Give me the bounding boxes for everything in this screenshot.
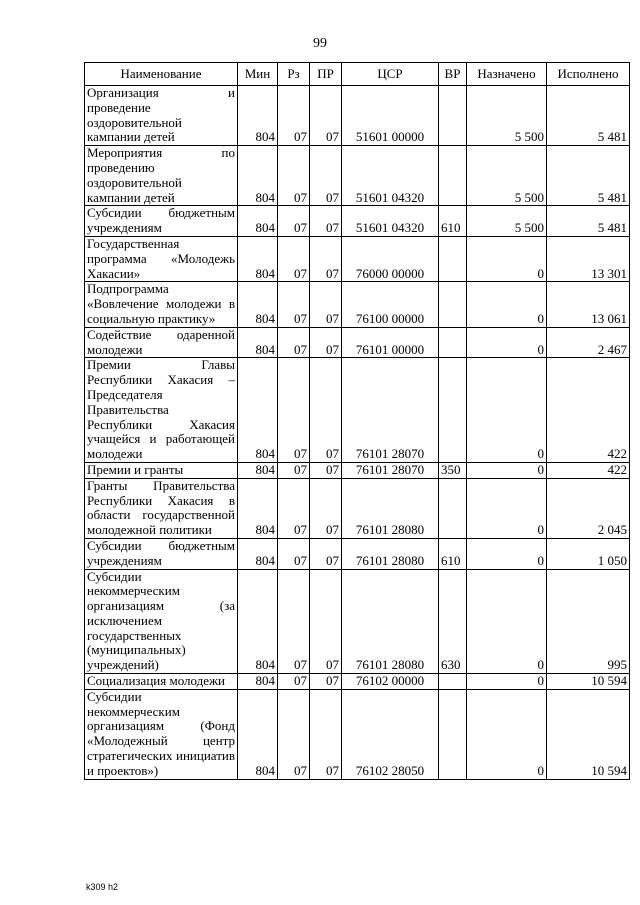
cell-pr: 07 — [310, 538, 342, 569]
cell-name: Гранты Правительства Республики Хакасия в области государственной молодежной политики — [85, 478, 238, 538]
cell-min: 804 — [238, 569, 278, 674]
cell-executed: 422 — [547, 358, 630, 463]
cell-csr: 76100 00000 — [342, 282, 439, 327]
cell-min: 804 — [238, 86, 278, 146]
cell-executed: 10 594 — [547, 674, 630, 690]
cell-name: Организация и проведение оздоровительной кампании детей — [85, 86, 238, 146]
cell-rz: 07 — [278, 462, 310, 478]
cell-vr — [439, 358, 467, 463]
cell-assigned: 5 500 — [467, 206, 547, 237]
table-row — [85, 674, 630, 690]
cell-csr: 76101 28080 — [342, 478, 439, 538]
cell-assigned: 0 — [467, 689, 547, 779]
cell-executed: 2 045 — [547, 478, 630, 538]
table-row — [85, 206, 630, 237]
cell-min: 804 — [238, 358, 278, 463]
cell-assigned: 0 — [467, 538, 547, 569]
cell-vr — [439, 146, 467, 206]
cell-assigned: 0 — [467, 236, 547, 281]
cell-pr: 07 — [310, 146, 342, 206]
cell-min: 804 — [238, 674, 278, 690]
table-row — [85, 478, 630, 538]
cell-min: 804 — [238, 478, 278, 538]
cell-csr: 51601 04320 — [342, 146, 439, 206]
cell-vr — [439, 282, 467, 327]
cell-name: Мероприятия по проведению оздоровительной кампании детей — [85, 146, 238, 206]
cell-executed: 5 481 — [547, 146, 630, 206]
table-row — [85, 327, 630, 358]
cell-min: 804 — [238, 236, 278, 281]
cell-name: Субсидии бюджетным учреждениям — [85, 206, 238, 237]
cell-vr — [439, 86, 467, 146]
cell-name: Субсидии некоммерческим организациям (за исключением государственных (муниципальных) учреждений) — [85, 569, 238, 674]
cell-vr — [439, 327, 467, 358]
header-vr: ВР — [439, 63, 467, 86]
cell-assigned: 5 500 — [467, 86, 547, 146]
cell-rz: 07 — [278, 358, 310, 463]
cell-pr: 07 — [310, 689, 342, 779]
cell-assigned: 0 — [467, 569, 547, 674]
header-name: Наименование — [85, 63, 238, 86]
cell-pr: 07 — [310, 674, 342, 690]
cell-vr: 610 — [439, 538, 467, 569]
table-row — [85, 358, 630, 463]
cell-executed: 422 — [547, 462, 630, 478]
cell-pr: 07 — [310, 86, 342, 146]
cell-assigned: 5 500 — [467, 146, 547, 206]
table-body — [85, 86, 630, 780]
cell-executed: 1 050 — [547, 538, 630, 569]
cell-csr: 76102 28050 — [342, 689, 439, 779]
cell-csr: 76101 28080 — [342, 569, 439, 674]
cell-name: Подпрограмма «Вовлечение молодежи в социальную практику» — [85, 282, 238, 327]
header-min: Мин — [238, 63, 278, 86]
cell-pr: 07 — [310, 206, 342, 237]
cell-rz: 07 — [278, 569, 310, 674]
cell-min: 804 — [238, 146, 278, 206]
cell-rz: 07 — [278, 689, 310, 779]
cell-rz: 07 — [278, 206, 310, 237]
cell-name: Субсидии некоммерческим организациям (Фонд «Молодежный центр стратегических инициатив и проектов») — [85, 689, 238, 779]
cell-pr: 07 — [310, 462, 342, 478]
cell-vr: 350 — [439, 462, 467, 478]
cell-rz: 07 — [278, 478, 310, 538]
cell-csr: 76101 28070 — [342, 358, 439, 463]
cell-min: 804 — [238, 538, 278, 569]
table-row — [85, 569, 630, 674]
cell-csr: 51601 04320 — [342, 206, 439, 237]
footer-code: k309 h2 — [86, 882, 119, 892]
cell-pr: 07 — [310, 236, 342, 281]
budget-table — [84, 62, 630, 780]
cell-executed: 13 061 — [547, 282, 630, 327]
cell-rz: 07 — [278, 538, 310, 569]
cell-executed: 5 481 — [547, 206, 630, 237]
cell-csr: 76000 00000 — [342, 236, 439, 281]
cell-executed: 5 481 — [547, 86, 630, 146]
cell-csr: 76102 00000 — [342, 674, 439, 690]
cell-vr — [439, 689, 467, 779]
table-row — [85, 146, 630, 206]
header-rz: Рз — [278, 63, 310, 86]
table-row — [85, 236, 630, 281]
table-row — [85, 86, 630, 146]
cell-csr: 76101 28070 — [342, 462, 439, 478]
cell-executed: 13 301 — [547, 236, 630, 281]
table-row — [85, 462, 630, 478]
cell-vr — [439, 478, 467, 538]
cell-rz: 07 — [278, 327, 310, 358]
cell-assigned: 0 — [467, 478, 547, 538]
cell-assigned: 0 — [467, 282, 547, 327]
cell-assigned: 0 — [467, 358, 547, 463]
cell-min: 804 — [238, 282, 278, 327]
cell-name: Премии и гранты — [85, 462, 238, 478]
cell-name: Государственная программа «Молодежь Хакасии» — [85, 236, 238, 281]
cell-csr: 76101 28080 — [342, 538, 439, 569]
table-row — [85, 538, 630, 569]
cell-assigned: 0 — [467, 462, 547, 478]
cell-name: Премии Главы Республики Хакасия – Председателя Правительства Республики Хакасия учащейся и работающей молодежи — [85, 358, 238, 463]
cell-name: Социализация молодежи — [85, 674, 238, 690]
table-row — [85, 689, 630, 779]
cell-executed: 995 — [547, 569, 630, 674]
cell-min: 804 — [238, 462, 278, 478]
cell-pr: 07 — [310, 478, 342, 538]
cell-vr — [439, 674, 467, 690]
cell-vr: 630 — [439, 569, 467, 674]
cell-csr: 76101 00000 — [342, 327, 439, 358]
cell-rz: 07 — [278, 282, 310, 327]
cell-executed: 2 467 — [547, 327, 630, 358]
cell-pr: 07 — [310, 282, 342, 327]
cell-name: Субсидии бюджетным учреждениям — [85, 538, 238, 569]
cell-pr: 07 — [310, 327, 342, 358]
page-number: 99 — [313, 36, 327, 51]
cell-executed: 10 594 — [547, 689, 630, 779]
cell-vr — [439, 236, 467, 281]
cell-min: 804 — [238, 327, 278, 358]
cell-rz: 07 — [278, 674, 310, 690]
header-executed: Исполнено — [547, 63, 630, 86]
header-pr: ПР — [310, 63, 342, 86]
cell-rz: 07 — [278, 86, 310, 146]
cell-rz: 07 — [278, 146, 310, 206]
cell-assigned: 0 — [467, 674, 547, 690]
cell-name: Содействие одаренной молодежи — [85, 327, 238, 358]
header-assigned: Назначено — [467, 63, 547, 86]
cell-vr: 610 — [439, 206, 467, 237]
cell-csr: 51601 00000 — [342, 86, 439, 146]
header-csr: ЦСР — [342, 63, 439, 86]
cell-min: 804 — [238, 206, 278, 237]
cell-assigned: 0 — [467, 327, 547, 358]
cell-rz: 07 — [278, 236, 310, 281]
table-header-row — [85, 63, 630, 86]
cell-min: 804 — [238, 689, 278, 779]
table-row — [85, 282, 630, 327]
cell-pr: 07 — [310, 358, 342, 463]
cell-pr: 07 — [310, 569, 342, 674]
